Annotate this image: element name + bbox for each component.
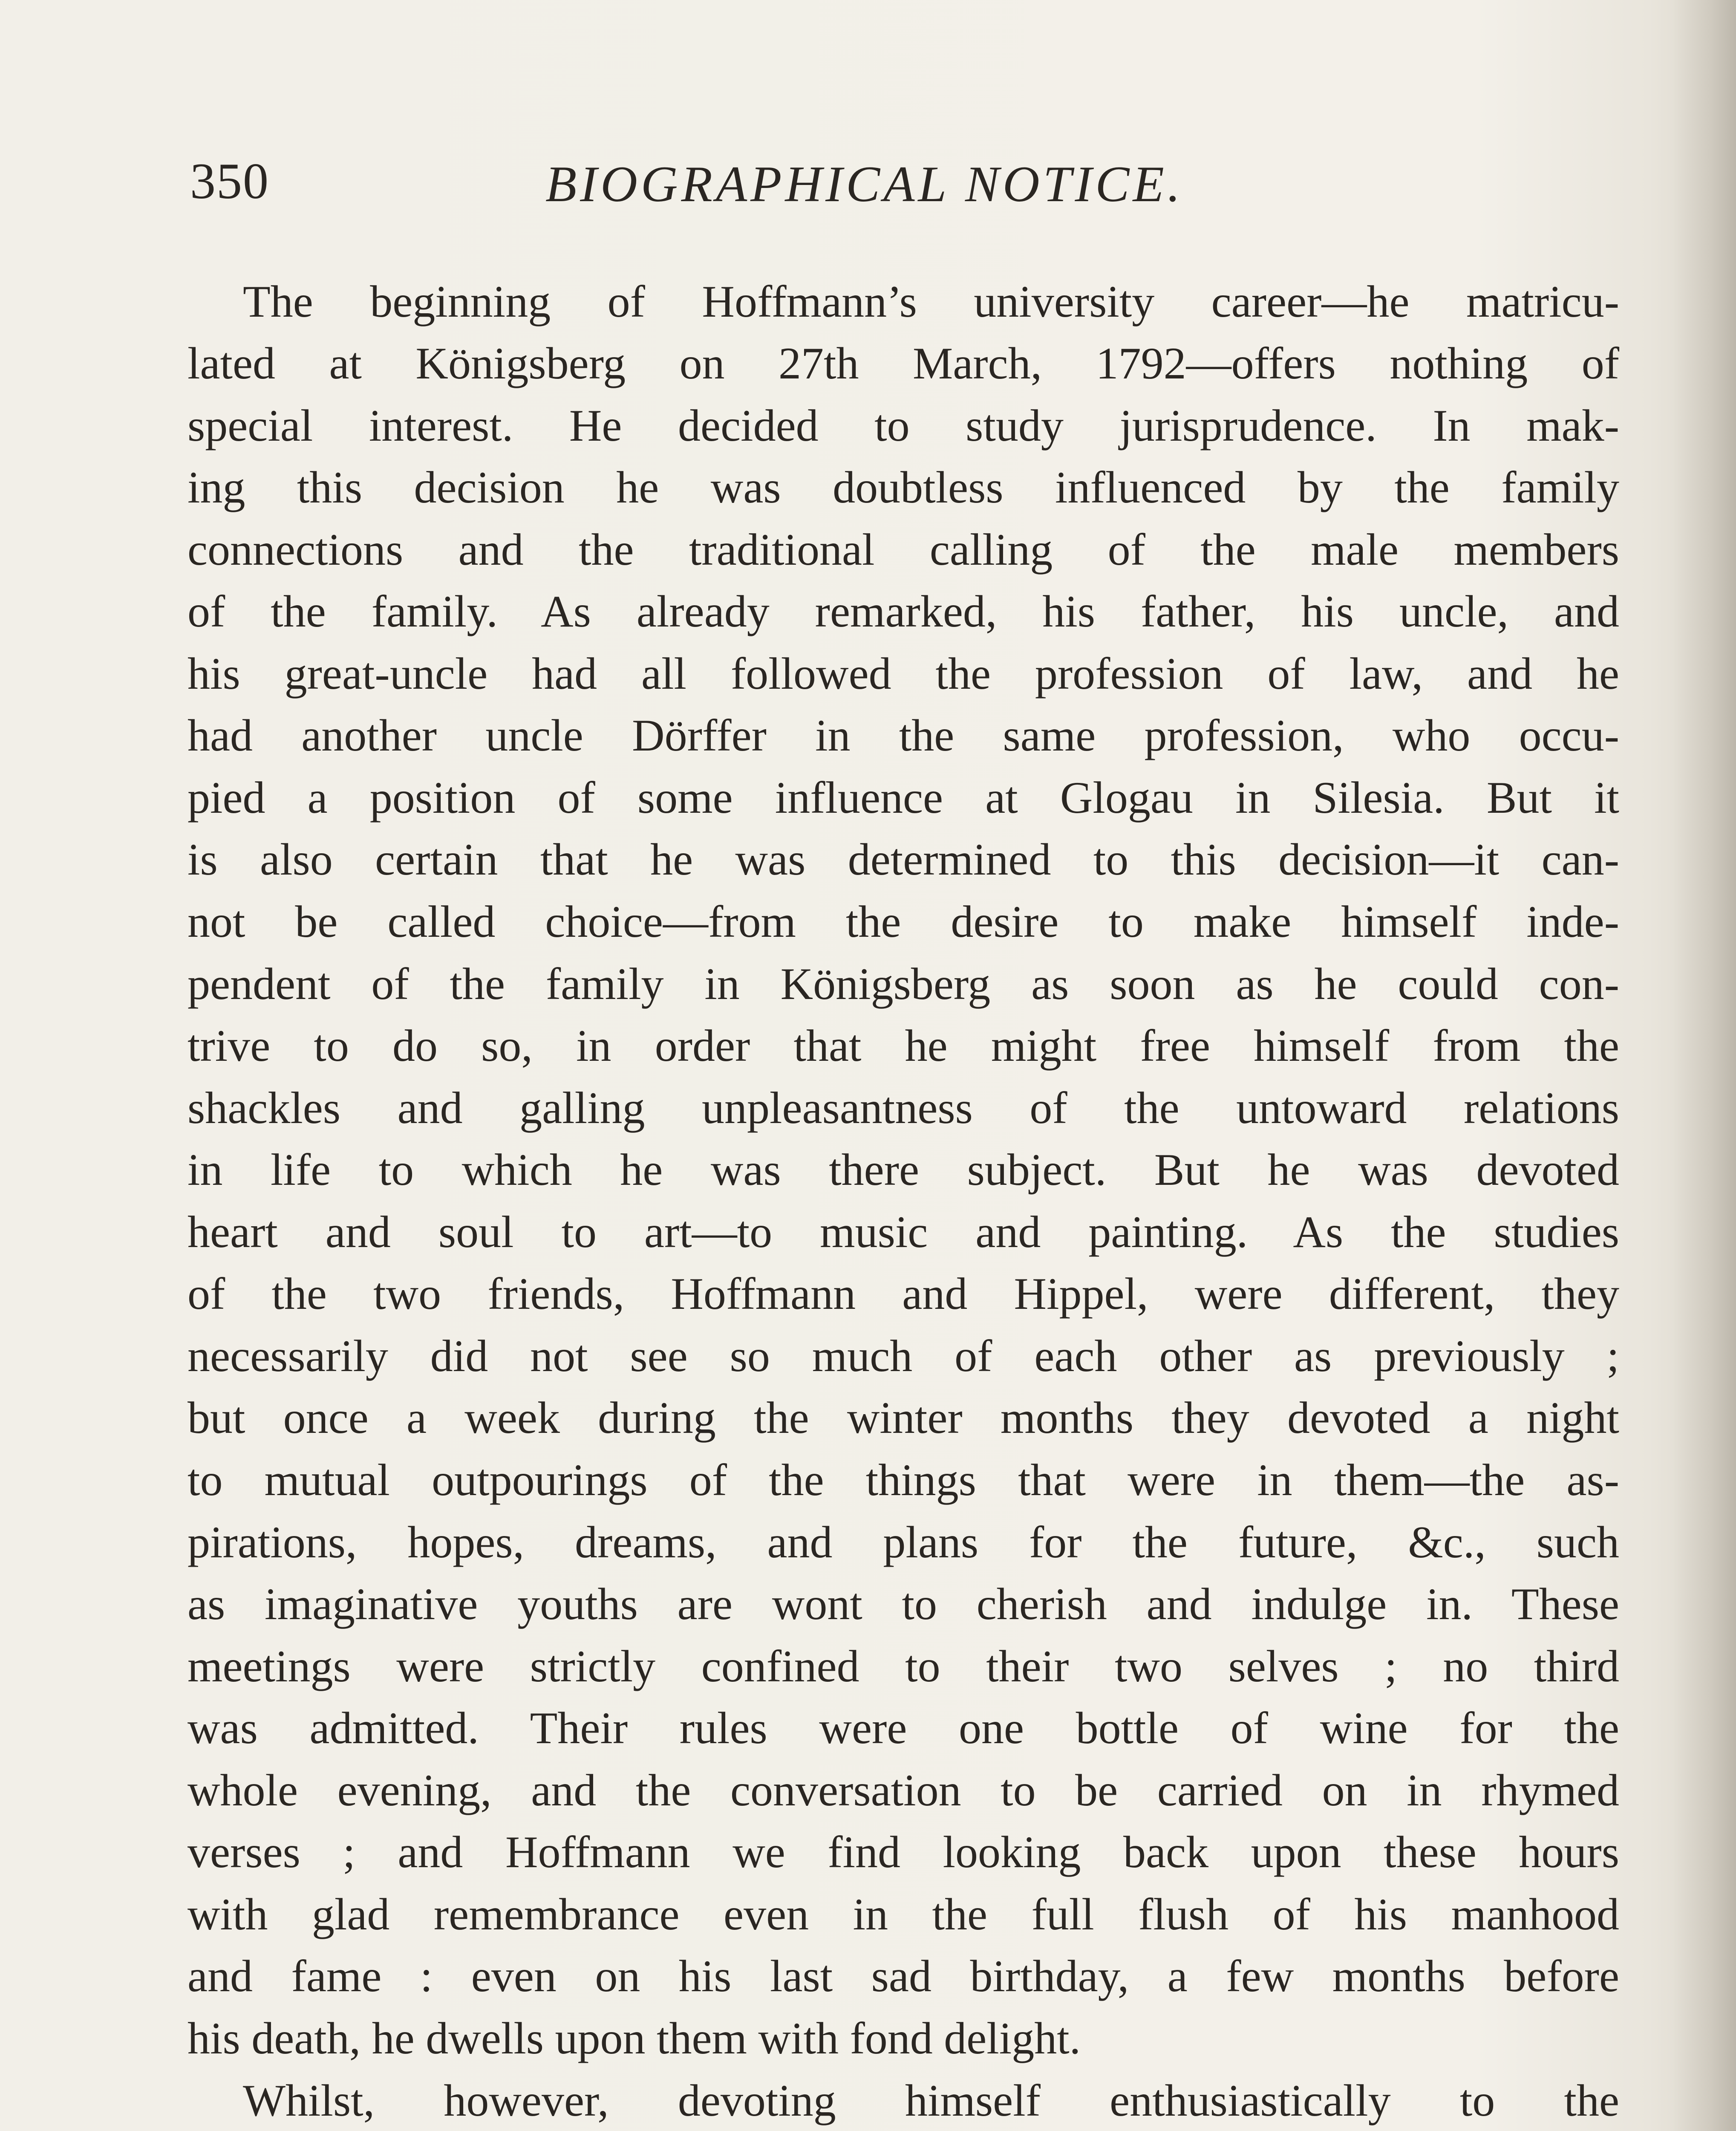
text-line: heart and soul to art—to music and painting. As the studies bbox=[187, 1207, 1619, 1257]
text-line: in life to which he was there subject. But he was devoted bbox=[187, 1145, 1619, 1195]
text-line: his death, he dwells upon them with fond delight. bbox=[187, 2013, 1081, 2063]
text-line: of the family. As already remarked, his father, his uncle, and bbox=[187, 586, 1619, 636]
text-line: was admitted. Their rules were one bottle of wine for the bbox=[187, 1703, 1619, 1753]
page-number: 350 bbox=[190, 153, 269, 209]
text-line: of the two friends, Hoffmann and Hippel, were different, they bbox=[187, 1269, 1619, 1319]
text-line: to mutual outpourings of the things that were in them—the as- bbox=[187, 1455, 1619, 1505]
text-line: pied a position of some influence at Glogau in Silesia. But it bbox=[187, 773, 1619, 823]
page-edge-shadow bbox=[1672, 0, 1736, 2131]
text-line: connections and the traditional calling of the male members bbox=[187, 525, 1619, 575]
text-line: special interest. He decided to study jurisprudence. In mak- bbox=[187, 401, 1619, 450]
text-line: The beginning of Hoffmann’s university career—he matricu- bbox=[243, 277, 1619, 326]
text-line: his great-uncle had all followed the profession of law, and he bbox=[187, 649, 1619, 699]
text-line: shackles and galling unpleasantness of the untoward relations bbox=[187, 1083, 1619, 1133]
text-line: whole evening, and the conversation to be carried on in rhymed bbox=[187, 1765, 1619, 1815]
text-line: with glad remembrance even in the full flush of his manhood bbox=[187, 1889, 1619, 1939]
text-line: ing this decision he was doubtless influenced by the family bbox=[187, 462, 1619, 512]
text-line: meetings were strictly confined to their two selves ; no third bbox=[187, 1641, 1619, 1691]
text-line: lated at Königsberg on 27th March, 1792—offers nothing of bbox=[187, 338, 1619, 388]
text-line: but once a week during the winter months they devoted a night bbox=[187, 1393, 1619, 1443]
text-line: verses ; and Hoffmann we find looking back upon these hours bbox=[187, 1827, 1619, 1877]
text-line: pendent of the family in Königsberg as soon as he could con- bbox=[187, 959, 1619, 1009]
text-line: pirations, hopes, dreams, and plans for the future, &c., such bbox=[187, 1517, 1619, 1567]
text-line: not be called choice—from the desire to make himself inde- bbox=[187, 897, 1619, 947]
text-line: Whilst, however, devoting himself enthusiastically to the bbox=[243, 2076, 1619, 2125]
text-line: and fame : even on his last sad birthday, a few months before bbox=[187, 1951, 1619, 2001]
text-line: is also certain that he was determined to this decision—it can- bbox=[187, 834, 1619, 884]
text-line: trive to do so, in order that he might free himself from the bbox=[187, 1021, 1619, 1071]
text-line: as imaginative youths are wont to cherish and indulge in. These bbox=[187, 1579, 1619, 1629]
text-line: had another uncle Dörffer in the same profession, who occu- bbox=[187, 710, 1619, 760]
running-title: BIOGRAPHICAL NOTICE. bbox=[545, 156, 1184, 212]
text-line: necessarily did not see so much of each other as previously ; bbox=[187, 1331, 1619, 1381]
